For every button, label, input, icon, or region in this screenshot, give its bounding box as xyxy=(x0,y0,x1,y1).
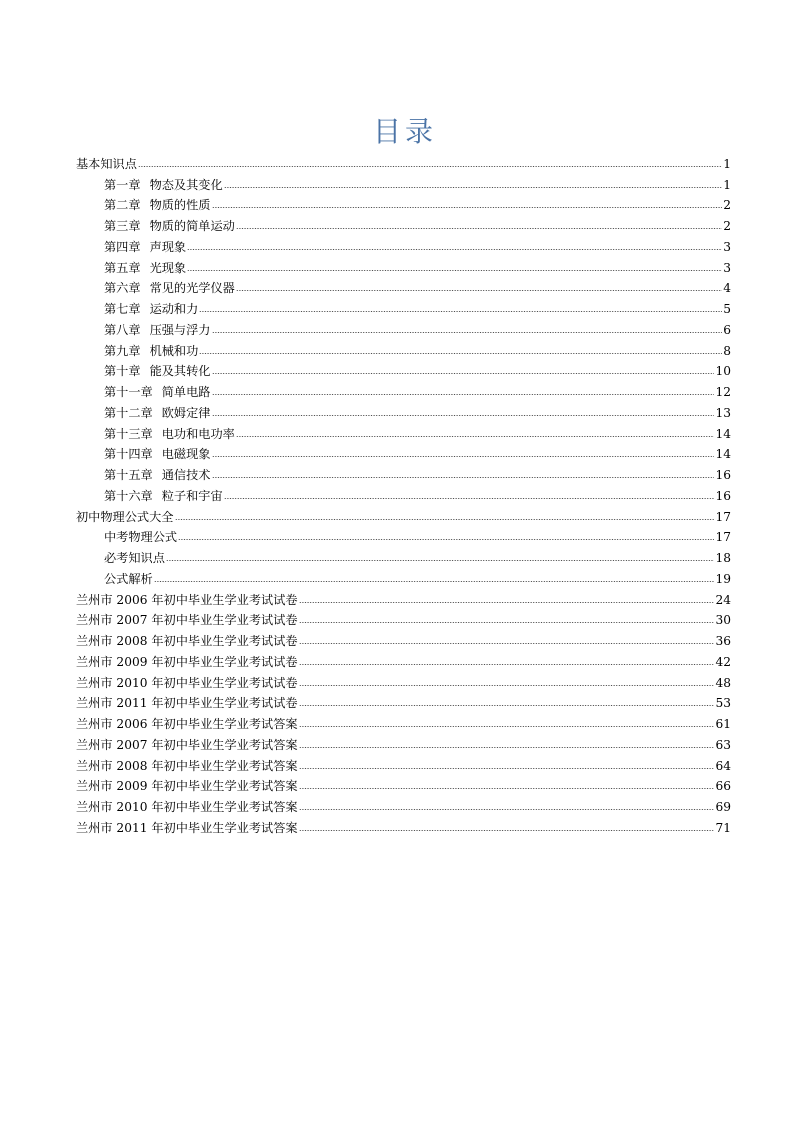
toc-entry-sublabel: 运动和力 xyxy=(149,302,199,316)
toc-entry-label: 第六章 xyxy=(104,281,141,296)
toc-entry-label: 兰州市 2010 年初中毕业生学业考试试卷 xyxy=(76,675,298,690)
toc-entry[interactable] xyxy=(76,337,731,358)
dot-leader xyxy=(299,601,715,604)
toc-entry-sublabel: 物质的性质 xyxy=(149,198,211,213)
toc-entry-title xyxy=(76,676,298,690)
toc-page-number: 14 xyxy=(715,447,731,462)
toc-entry-title xyxy=(76,364,211,378)
toc-page-number: 17 xyxy=(715,530,731,545)
dot-leader xyxy=(299,808,715,811)
toc-entry-label: 公式解析 xyxy=(104,571,153,586)
dot-leader xyxy=(212,206,723,209)
dot-leader xyxy=(138,165,722,168)
toc-entry-label: 兰州市 2006 年初中毕业生学业考试试卷 xyxy=(76,592,298,607)
toc-entry-title xyxy=(76,572,153,586)
toc-entry-sublabel: 压强与浮力 xyxy=(149,322,211,337)
toc-page-number: 69 xyxy=(715,800,731,814)
toc-page-number: 66 xyxy=(715,779,731,794)
toc-entry-label: 第五章 xyxy=(104,260,141,275)
toc-entry-title xyxy=(76,468,211,482)
toc-entry-label: 第八章 xyxy=(104,322,141,337)
toc-entry-sublabel: 常见的光学仪器 xyxy=(149,281,235,296)
toc-page-number: 2 xyxy=(723,198,731,213)
toc-entry-title xyxy=(76,821,298,835)
toc-entry[interactable] xyxy=(76,378,731,399)
toc-entry[interactable] xyxy=(76,212,731,233)
toc-entry[interactable] xyxy=(76,773,731,794)
toc-entry[interactable] xyxy=(76,358,731,379)
dot-leader xyxy=(212,455,715,458)
toc-page-number: 8 xyxy=(723,343,731,358)
toc-entry[interactable] xyxy=(76,503,731,524)
toc-page-number: 1 xyxy=(723,156,731,171)
toc-entry-sublabel: 电磁现象 xyxy=(161,447,211,462)
page-title: 目录 xyxy=(372,115,437,148)
toc-entry-label: 兰州市 2006 年初中毕业生学业考试答案 xyxy=(76,717,298,731)
dot-leader xyxy=(299,829,715,832)
toc-entry-title xyxy=(76,302,198,316)
toc-entry-title xyxy=(76,800,298,814)
toc-entry[interactable] xyxy=(76,254,731,275)
toc-entry-sublabel: 物态及其变化 xyxy=(149,177,223,192)
toc-entry-title xyxy=(76,489,223,503)
toc-entry-title xyxy=(76,593,298,607)
toc-entry-label: 第一章 xyxy=(104,177,141,192)
toc-page-number: 53 xyxy=(715,696,731,711)
toc-entry[interactable] xyxy=(76,565,731,586)
toc-page-number: 17 xyxy=(715,509,731,524)
dot-leader xyxy=(299,642,715,645)
dot-leader xyxy=(212,393,715,396)
toc-page-number: 16 xyxy=(715,488,731,503)
toc-page-number: 36 xyxy=(715,634,731,648)
toc-entry-label: 第十五章 xyxy=(104,468,153,482)
dot-leader xyxy=(299,663,715,666)
toc-entry-title xyxy=(76,530,177,544)
dot-leader xyxy=(199,352,722,355)
toc-entry-sublabel: 简单电路 xyxy=(161,385,211,399)
toc-page-number: 4 xyxy=(723,281,731,296)
toc-entry-title xyxy=(76,779,298,793)
toc-entry-label: 第十二章 xyxy=(104,405,153,420)
dot-leader xyxy=(299,767,715,770)
toc-entry-sublabel: 电功和电功率 xyxy=(161,426,235,441)
toc-entry[interactable] xyxy=(76,814,731,835)
toc-page-number: 71 xyxy=(715,820,731,835)
toc-entry-title xyxy=(76,696,298,710)
toc-entry[interactable] xyxy=(76,171,731,192)
toc-entry-label: 兰州市 2009 年初中毕业生学业考试答案 xyxy=(76,779,298,794)
toc-page-number: 3 xyxy=(723,239,731,254)
toc-entry-title xyxy=(76,281,235,295)
toc-entry-label: 第十四章 xyxy=(104,447,153,462)
dot-leader xyxy=(212,476,715,479)
toc-entry-title xyxy=(76,178,223,192)
toc-page-number: 14 xyxy=(715,426,731,441)
toc-entry[interactable] xyxy=(76,295,731,316)
toc-page-number: 64 xyxy=(715,758,731,773)
toc-entry-title xyxy=(76,447,211,461)
toc-page-number: 13 xyxy=(715,405,731,420)
toc-entry-label: 兰州市 2007 年初中毕业生学业考试答案 xyxy=(76,737,298,752)
toc-entry-title xyxy=(76,344,198,358)
toc-page-number: 63 xyxy=(715,737,731,752)
dot-leader xyxy=(224,186,723,189)
toc-entry-title xyxy=(76,655,298,669)
toc-entry-title xyxy=(76,634,298,648)
toc-entry[interactable] xyxy=(76,482,731,503)
toc-entry-sublabel: 光现象 xyxy=(149,260,187,275)
toc-entry-sublabel: 声现象 xyxy=(149,239,187,254)
dot-leader xyxy=(299,621,715,624)
toc-entry-label: 兰州市 2007 年初中毕业生学业考试试卷 xyxy=(76,613,298,628)
toc-entry-sublabel: 通信技术 xyxy=(161,468,211,482)
toc-entry-label: 中考物理公式 xyxy=(104,530,178,545)
toc-page-number: 48 xyxy=(715,675,731,690)
dot-leader xyxy=(299,787,715,790)
dot-leader xyxy=(187,248,722,251)
toc-entry-label: 第二章 xyxy=(104,198,141,213)
dot-leader xyxy=(224,497,715,500)
toc-entry[interactable] xyxy=(76,752,731,773)
dot-leader xyxy=(236,227,722,230)
toc-entry[interactable] xyxy=(76,192,731,213)
toc-entry-title xyxy=(76,198,211,212)
toc-entry-label: 第十三章 xyxy=(104,426,153,441)
toc-entry-label: 兰州市 2010 年初中毕业生学业考试答案 xyxy=(76,800,298,814)
toc-entry-label: 基本知识点 xyxy=(76,156,137,171)
toc-entry-label: 第十章 xyxy=(104,364,141,379)
toc-entry[interactable] xyxy=(76,275,731,296)
toc-page-number: 3 xyxy=(723,260,731,275)
toc-entry-label: 第四章 xyxy=(104,239,141,254)
toc-entry[interactable] xyxy=(76,648,731,669)
dot-leader xyxy=(199,310,722,313)
toc-entry-label: 第十六章 xyxy=(104,488,153,503)
toc-entry-label: 兰州市 2008 年初中毕业生学业考试答案 xyxy=(76,758,298,773)
toc-page-number: 2 xyxy=(723,219,731,233)
toc-entry-title xyxy=(76,323,211,337)
dot-leader xyxy=(299,684,715,687)
toc-entry-label: 第九章 xyxy=(104,343,141,358)
toc-entry-title xyxy=(76,613,298,627)
toc-entry-sublabel: 机械和功 xyxy=(149,343,199,358)
toc-entry-title xyxy=(76,551,165,565)
dot-leader xyxy=(236,435,715,438)
dot-leader xyxy=(166,559,715,562)
dot-leader xyxy=(299,746,715,749)
dot-leader xyxy=(212,331,723,334)
toc-entry[interactable] xyxy=(76,441,731,462)
toc-page-number: 6 xyxy=(723,322,731,337)
toc-entry-sublabel: 物质的简单运动 xyxy=(149,219,235,233)
table-of-contents xyxy=(76,150,731,835)
toc-entry[interactable] xyxy=(76,420,731,441)
toc-entry[interactable] xyxy=(76,399,731,420)
toc-entry[interactable] xyxy=(76,690,731,711)
toc-entry[interactable] xyxy=(76,710,731,731)
toc-entry-title xyxy=(76,157,137,171)
toc-entry-label: 第十一章 xyxy=(104,385,153,399)
toc-entry-title xyxy=(76,738,298,752)
toc-entry[interactable] xyxy=(76,793,731,814)
toc-entry[interactable] xyxy=(76,316,731,337)
toc-entry-title xyxy=(76,240,186,254)
toc-entry-title xyxy=(76,510,174,524)
toc-entry-label: 兰州市 2009 年初中毕业生学业考试试卷 xyxy=(76,654,298,669)
toc-entry[interactable] xyxy=(76,669,731,690)
toc-page-number: 12 xyxy=(715,385,731,399)
toc-entry[interactable] xyxy=(76,524,731,545)
toc-entry-label: 第三章 xyxy=(104,219,141,233)
toc-entry[interactable] xyxy=(76,461,731,482)
dot-leader xyxy=(299,725,715,728)
dot-leader xyxy=(299,704,715,707)
toc-entry-title xyxy=(76,717,298,731)
dot-leader xyxy=(154,580,715,583)
toc-entry-label: 第七章 xyxy=(104,302,141,316)
toc-entry-title xyxy=(76,427,235,441)
toc-entry-title xyxy=(76,759,298,773)
toc-entry-label: 必考知识点 xyxy=(104,551,165,565)
toc-entry-sublabel: 欧姆定律 xyxy=(161,405,211,420)
toc-entry-title xyxy=(76,261,186,275)
toc-entry-label: 兰州市 2011 年初中毕业生学业考试试卷 xyxy=(76,696,298,711)
dot-leader xyxy=(187,269,722,272)
toc-page-number: 42 xyxy=(715,654,731,669)
toc-page-number: 30 xyxy=(715,613,731,628)
toc-page-number: 1 xyxy=(723,177,731,192)
toc-entry[interactable] xyxy=(76,607,731,628)
toc-entry[interactable] xyxy=(76,544,731,565)
dot-leader xyxy=(212,372,715,375)
toc-entry[interactable] xyxy=(76,586,731,607)
toc-entry-title xyxy=(76,385,211,399)
toc-page-number: 10 xyxy=(715,364,731,379)
toc-entry-label: 兰州市 2011 年初中毕业生学业考试答案 xyxy=(76,820,298,835)
toc-entry-label: 兰州市 2008 年初中毕业生学业考试试卷 xyxy=(76,634,298,648)
toc-entry-sublabel: 粒子和宇宙 xyxy=(161,488,223,503)
toc-page-number: 61 xyxy=(715,717,731,731)
toc-entry-title xyxy=(76,406,211,420)
toc-entry[interactable] xyxy=(76,233,731,254)
toc-page-number: 16 xyxy=(715,468,731,482)
toc-page-number: 24 xyxy=(715,592,731,607)
toc-entry[interactable] xyxy=(76,731,731,752)
dot-leader xyxy=(212,414,715,417)
toc-entry[interactable] xyxy=(76,627,731,648)
dot-leader xyxy=(175,518,715,521)
toc-entry-label: 初中物理公式大全 xyxy=(76,509,174,524)
toc-entry-sublabel: 能及其转化 xyxy=(149,364,211,379)
dot-leader xyxy=(178,538,714,541)
toc-page-number: 5 xyxy=(723,302,731,316)
toc-entry-title xyxy=(76,219,235,233)
toc-page-number: 19 xyxy=(715,571,731,586)
toc-entry[interactable] xyxy=(76,150,731,171)
toc-page-number: 18 xyxy=(715,551,731,565)
dot-leader xyxy=(236,289,722,292)
